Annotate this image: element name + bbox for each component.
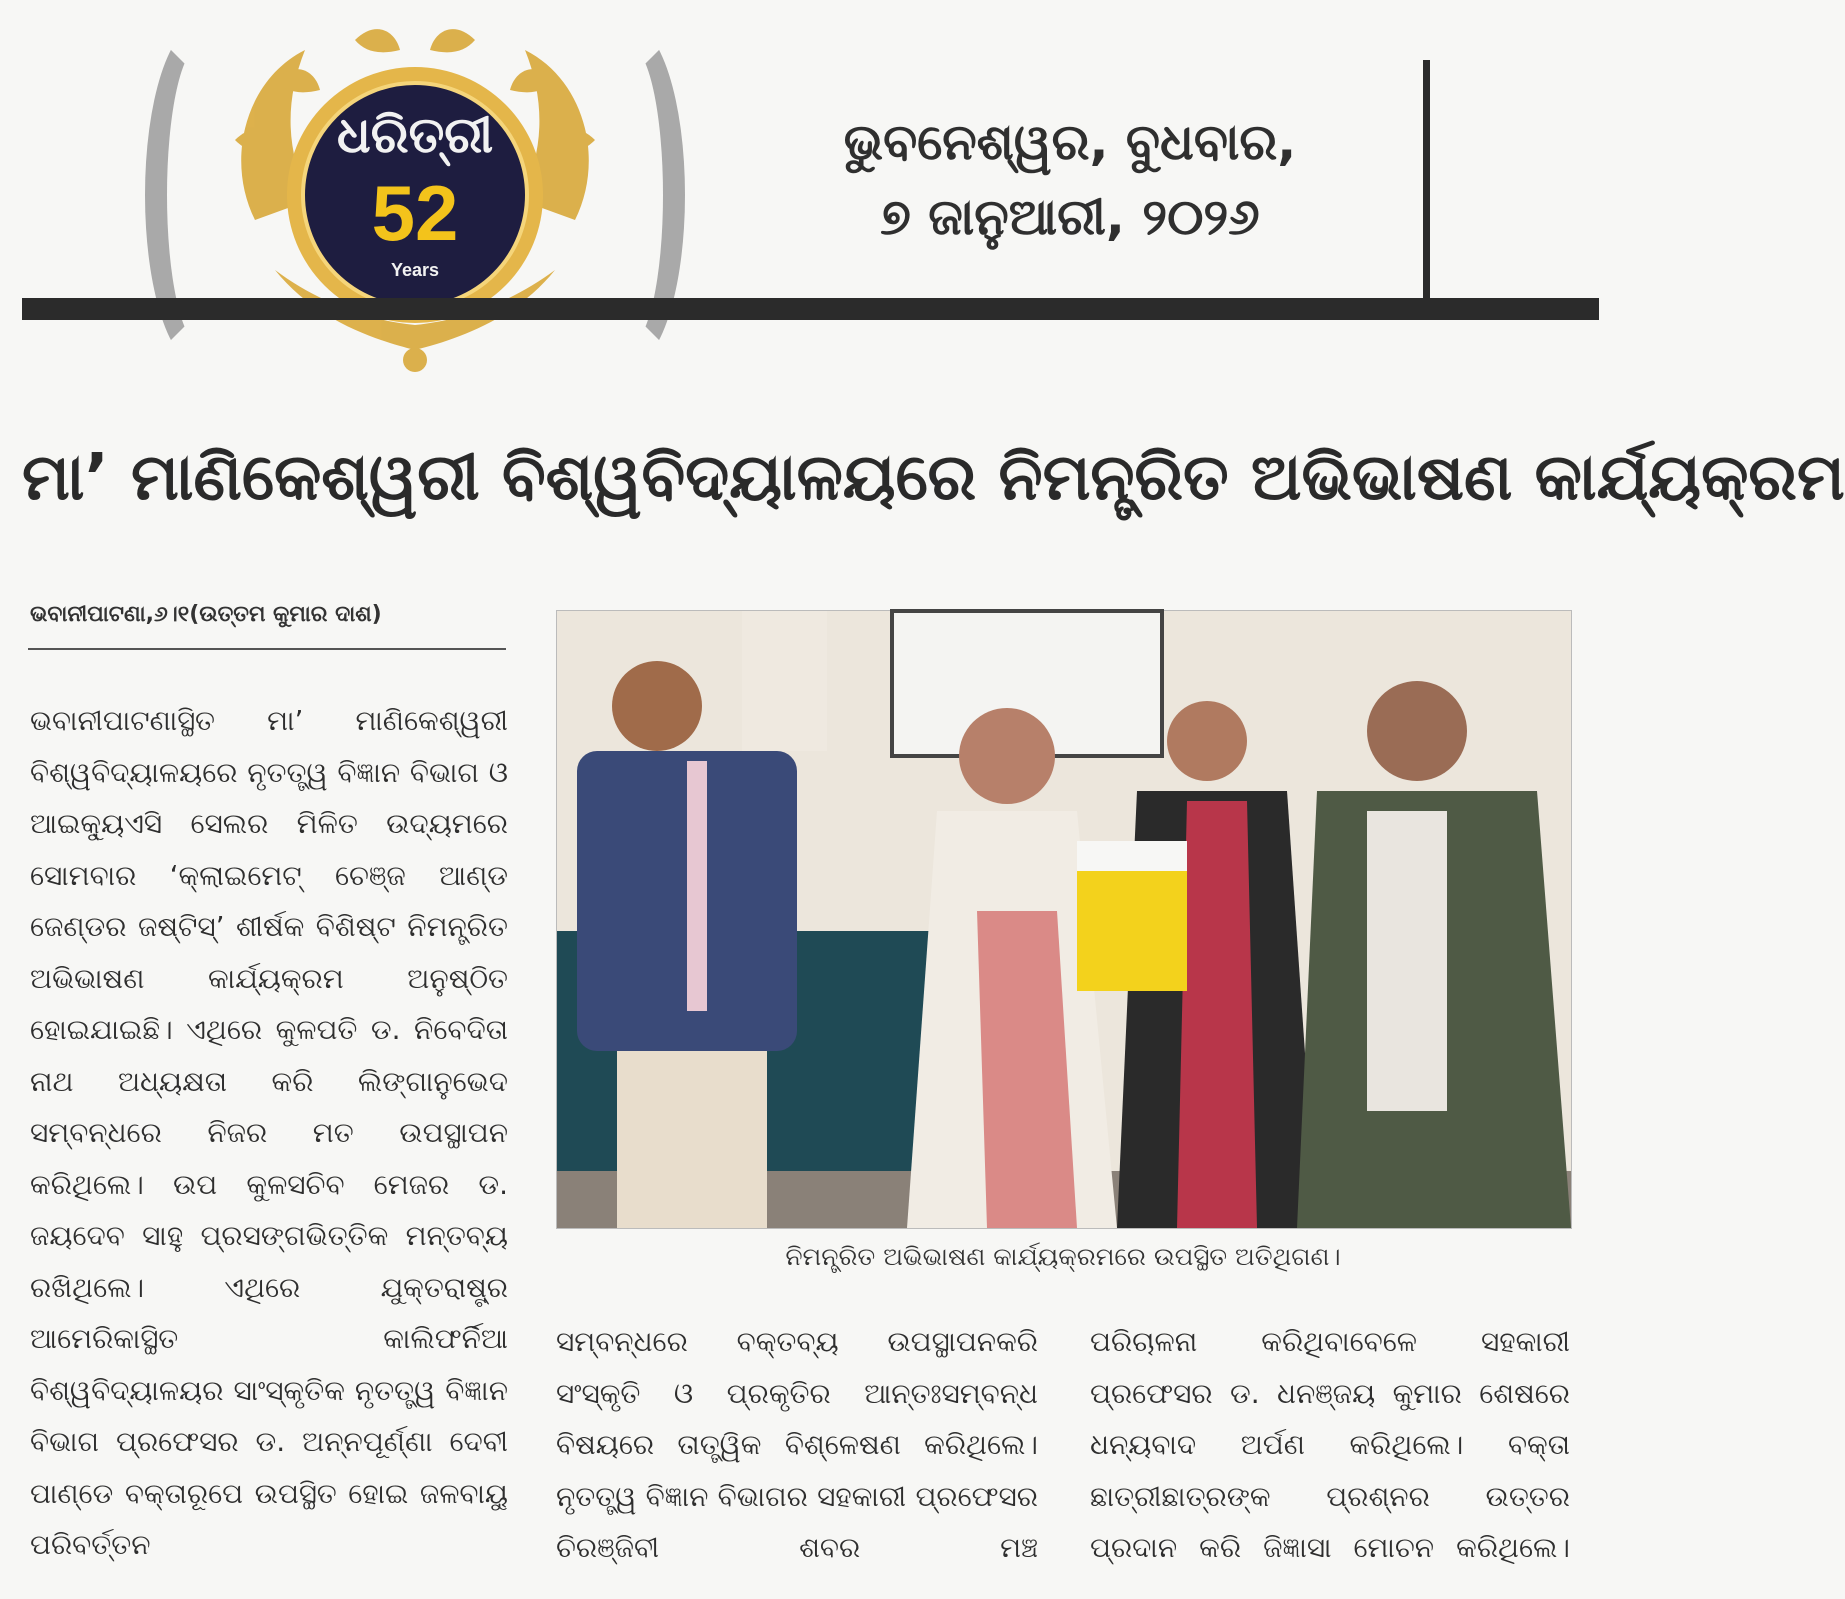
column-2-text: ସମ୍ବନ୍ଧରେ ବକ୍ତବ୍ୟ ଉପସ୍ଥାପନକରି ସଂସ୍କୃତି ଓ ପ୍ରକୃତିର ଆନ୍ତଃସମ୍ବନ୍ଧ ବିଷୟରେ ତାତ୍ତ୍ୱିକ ବିଶ୍ଳେଷଣ କରିଥିଲେ। ନୃତତ୍ତ୍ୱ ବିଜ୍ଞାନ ବିଭାଗର ସହକାରୀ ପ୍ରଫେସର ଚିରଞ୍ଜିବୀ ଶବର ମଞ୍ଚ (556, 1325, 1038, 1564)
column-1-text: ଭବାନୀପାଟଣାସ୍ଥିତ ମା’ ମାଣିକେଶ୍ୱରୀ ବିଶ୍ୱବିଦ୍ୟାଳୟରେ ନୃତତ୍ତ୍ୱ ବିଜ୍ଞାନ ବିଭାଗ ଓ ଆଇକ୍ୟୁଏସି ସେଲର ମିଳିତ ଉଦ୍ୟମରେ ସୋମବାର ‘କ୍ଲାଇମେଟ୍ ଚେଞ୍ଜ ଆଣ୍ଡ ଜେଣ୍ଡର ଜଷ୍ଟିସ୍’ ଶୀର୍ଷକ ବିଶିଷ୍ଟ ନିମନ୍ତ୍ରିତ ଅଭିଭାଷଣ କାର୍ଯ୍ୟକ୍ରମ ଅନୁଷ୍ଠିତ ହୋଇଯାଇଛି। ଏଥିରେ କୁଳପତି ଡ. ନିବେଦିତା ନାଥ ଅଧ୍ୟକ୍ଷତା କରି ଲିଙ୍ଗାନୁଭେଦ ସମ୍ବନ୍ଧରେ ନିଜର ମତ ଉପସ୍ଥାପନ କରିଥିଲେ। ଉପ କୁଳସଚିବ ମେଜର ଡ. ଜୟଦେବ ସାହୁ ପ୍ରସଙ୍ଗଭିତ୍ତିକ ମନ୍ତବ୍ୟ ରଖିଥିଲେ। ଏଥିରେ ଯୁକ୍ତରାଷ୍ଟ୍ର ଆମେରିକାସ୍ଥିତ କାଲିଫର୍ନିଆ ବିଶ୍ୱବିଦ୍ୟାଳୟର ସାଂସ୍କୃତିକ ନୃତତ୍ତ୍ୱ ବିଜ୍ଞାନ ବିଭାଗ ପ୍ରଫେସର ଡ. ଅନ୍ନପୂର୍ଣ୍ଣା ଦେବୀ ପାଣ୍ଡେ ବକ୍ତାରୂପେ ଉପସ୍ଥିତ ହୋଇ ଜଳବାୟୁ ପରିବର୍ତ୍ତନ (30, 704, 508, 1561)
logo-title: ଧରିତ୍ରୀ (336, 105, 494, 164)
article-column-1 (30, 695, 508, 1571)
article-column-3 (1090, 1316, 1570, 1574)
logo-number: 52 (371, 169, 459, 257)
article-column-2 (556, 1316, 1038, 1574)
byline: ଭବାନୀପାଟଣା,୬।୧(ଉତ୍ତମ କୁମାର ଦାଶ) (30, 602, 382, 627)
headline: ମା’ ମାଣିକେଶ୍ୱରୀ ବିଶ୍ୱବିଦ୍ୟାଳୟରେ ନିମନ୍ତ୍ରିତ ଅଭିଭାଷଣ କାର୍ଯ୍ୟକ୍ରମ (22, 441, 1845, 515)
masthead-vertical-rule (1423, 60, 1430, 306)
byline-divider (28, 648, 506, 650)
logo-years: Years (390, 260, 440, 280)
dateline (790, 105, 1350, 255)
photo-caption: ନିମନ୍ତ୍ରିତ ଅଭିଭାଷଣ କାର୍ଯ୍ୟକ୍ରମରେ ଉପସ୍ଥିତ ଅତିଥିଗଣ। (785, 1242, 1341, 1271)
masthead-rule (22, 298, 1599, 320)
dateline-line1: ଭୁବନେଶ୍ୱର, ବୁଧବାର, (843, 113, 1297, 171)
dateline-line2: ୭ ଜାନୁଆରୀ, ୨୦୨୬ (880, 188, 1260, 246)
event-photo (556, 610, 1572, 1229)
masthead (0, 0, 1599, 380)
column-3-text: ପରିଚାଳନା କରିଥିବାବେଳେ ସହକାରୀ ପ୍ରଫେସର ଡ. ଧନଞ୍ଜୟ କୁମାର ଶେଷରେ ଧନ୍ୟବାଦ ଅର୍ପଣ କରିଥିଲେ। ବକ୍ତା ଛାତ୍ରୀଛାତ୍ରଙ୍କ ପ୍ରଶ୍ନର ଉତ୍ତର ପ୍ରଦାନ କରି ଜିଜ୍ଞାସା ମୋଚନ କରିଥିଲେ। (1090, 1325, 1570, 1564)
